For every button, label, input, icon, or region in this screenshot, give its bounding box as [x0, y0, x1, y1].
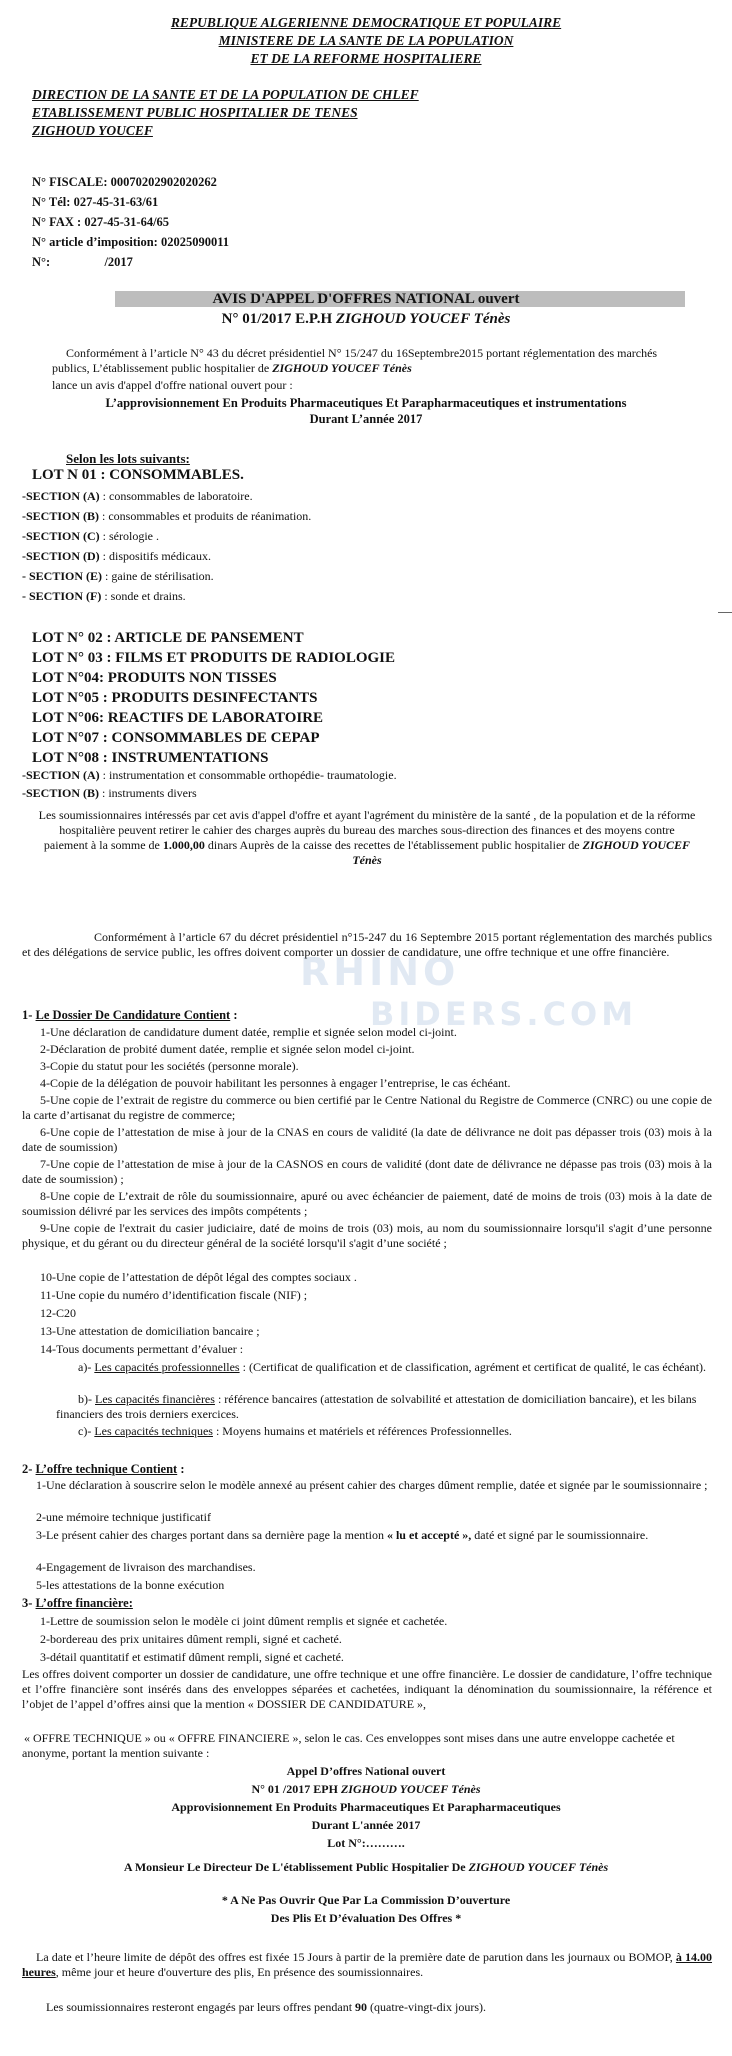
header-line-2: MINISTERE DE LA SANTE DE LA POPULATION: [218, 33, 514, 48]
lot-7-title: LOT N°07 : CONSOMMABLES DE CEPAP: [32, 730, 320, 746]
withdrawal-paragraph: Les soumissionnaires intéressés par cet avis d'appel d'offre et ayant l'agrément du ministère de la santé , de la population et de la réforme hospitalière peuvent retirer le cahier des charges auprès du bureau des marches sous-direction des finances et des moyens contre paiement à la somme de 1.000,00 dinars Auprès de la caisse des recettes de l'établissement public hospitalier de ZIGHOUD YOUCEF Ténès: [38, 808, 696, 867]
lot-1-title: LOT N 01 : CONSOMMABLES.: [32, 467, 244, 483]
envelope-line-8: Des Plis Et D’évaluation Des Offres *: [270, 1911, 462, 1925]
capacity-financial: b)- Les capacités financières : référence bancaires (attestation de solvabilité et attestation de domiciliation bancaire), et les bilans financiers des trois derniers exercices.: [56, 1392, 697, 1421]
lot-6-title: LOT N°06: REACTIFS DE LABORATOIRE: [32, 710, 324, 726]
dossier-item-10: 10-Une copie de l’attestation de dépôt légal des comptes sociaux .: [40, 1270, 357, 1284]
capacity-professional: a)- Les capacités professionnelles : (Certificat de qualification et de classification, agrément et certificat de qualité, le cas échéant).: [78, 1360, 707, 1374]
envelope-line-3: Approvisionnement En Produits Pharmaceutiques Et Parapharmaceutiques: [171, 1800, 561, 1814]
dossier-item-4: 4-Copie de la délégation de pouvoir habilitant les personnes à engager l’entreprise, le cas échéant.: [40, 1076, 511, 1090]
notice-title: AVIS D'APPEL D'OFFRES NATIONAL ouvert: [212, 291, 520, 307]
lot-1-section-d: -SECTION (D) : dispositifs médicaux.: [22, 549, 211, 563]
reference-label: N°:: [32, 255, 51, 269]
lot-5-title: LOT N°05 : PRODUITS DESINFECTANTS: [32, 690, 318, 706]
envelope-line-1: Appel D’offres National ouvert: [286, 1764, 446, 1778]
envelope-paragraph-1: Les offres doivent comporter un dossier de candidature, une offre technique et une offre financière. Le dossier de candidature, l’offre technique et l’offre financière sont insérés dans des enveloppes séparées et cachetées, indiquant la dénomination du soumissionnaire, la référence et l’objet de l’appel d’offres ainsi que la mention « DOSSIER DE CANDIDATURE »,: [22, 1667, 712, 1711]
deadline-paragraph: La date et l’heure limite de dépôt des offres est fixée 15 Jours à partir de la première date de parution dans les journaux ou BOMOP, à 14.00 heures, même jour et heure d'ouverture des plis, En présence des soumissionnaires.: [22, 1950, 713, 1979]
technique-item-5: 5-les attestations de la bonne exécution: [36, 1578, 225, 1592]
lots-intro: Selon les lots suivants:: [66, 451, 190, 466]
lot-1-section-c: -SECTION (C) : sérologie .: [22, 529, 159, 543]
dossier-item-2: 2-Déclaration de probité dument datée, remplie et signée selon model ci-joint.: [40, 1042, 415, 1056]
watermark-line-1: RHINO: [300, 950, 460, 994]
dossier-item-12: 12-C20: [40, 1306, 76, 1320]
dossier-item-1: 1-Une déclaration de candidature dument datée, remplie et signée selon model ci-joint.: [40, 1025, 457, 1039]
dossier-item-3: 3-Copie du statut pour les sociétés (personne morale).: [40, 1059, 299, 1073]
financial-item-1: 1-Lettre de soumission selon le modèle ci joint dûment remplis et signée et cachetée.: [40, 1614, 448, 1628]
envelope-line-2: N° 01 /2017 EPH ZIGHOUD YOUCEF Ténès: [251, 1782, 481, 1796]
lot-1-section-f: - SECTION (F) : sonde et drains.: [22, 589, 186, 603]
technique-item-2: 2-une mémoire technique justificatif: [36, 1510, 211, 1524]
direction-line-1: DIRECTION DE LA SANTE ET DE LA POPULATION DE CHLEF: [32, 87, 419, 102]
lot-8-section-a: -SECTION (A) : instrumentation et consommable orthopédie- traumatologie.: [22, 768, 397, 782]
dossier-title: 1- Le Dossier De Candidature Contient :: [22, 1008, 238, 1022]
intro-paragraph: Conformément à l’article N° 43 du décret présidentiel N° 15/247 du 16Septembre2015 portant réglementation des marchés publics, L’établissement public hospitalier de ZIGHOUD YOUCEF Ténès: [52, 346, 658, 375]
lot-8-title: LOT N°08 : INSTRUMENTATIONS: [32, 750, 269, 766]
phone-number: N° Tél: 027-45-31-63/61: [32, 195, 159, 209]
envelope-line-6: A Monsieur Le Directeur De L'établissement Public Hospitalier De ZIGHOUD YOUCEF Ténès: [123, 1860, 609, 1874]
direction-line-2: ETABLISSEMENT PUBLIC HOSPITALIER DE TENES: [32, 105, 358, 120]
technique-item-1: 1-Une déclaration à souscrire selon le modèle annexé au présent cahier des charges dûment remplie, datée et signée par le soumissionnaire ;: [36, 1478, 708, 1492]
technique-item-4: 4-Engagement de livraison des marchandises.: [36, 1560, 256, 1574]
notice-number: N° 01/2017 E.P.H ZIGHOUD YOUCEF Ténès: [221, 311, 511, 327]
envelope-line-7: * A Ne Pas Ouvrir Que Par La Commission D’ouverture: [221, 1893, 511, 1907]
dossier-item-9: 9-Une copie de l'extrait du casier judiciaire, daté de moins de trois (03) mois, au nom du soumissionnaire lorsqu'il s'agit d’une personne physique, et du gérant ou du directeur général de la société lorsqu'il s'agit d’une société ;: [22, 1221, 712, 1250]
validity-paragraph: Les soumissionnaires resteront engagés par leurs offres pendant 90 (quatre-vingt-dix jours).: [46, 2000, 486, 2014]
lot-4-title: LOT N°04: PRODUITS NON TISSES: [32, 670, 277, 686]
dossier-item-6: 6-Une copie de l’attestation de mise à jour de la CNAS en cours de validité (la date de délivrance ne doit pas dépasser trois (03) mois à la date de soumission): [22, 1125, 712, 1154]
dossier-item-5: 5-Une copie de l’extrait de registre du commerce ou bien certifié par le Centre National du Registre de Commerce (CNRC) ou une copie de la carte d’artisanat du registre de commerce;: [22, 1093, 712, 1122]
envelope-line-4: Durant L'année 2017: [311, 1818, 421, 1832]
envelope-line-5: Lot N°:……….: [327, 1836, 405, 1850]
header-line-3: ET DE LA REFORME HOSPITALIERE: [250, 51, 482, 66]
financial-item-2: 2-bordereau des prix unitaires dûment rempli, signé et cacheté.: [40, 1632, 342, 1646]
technique-title: 2- L’offre technique Contient :: [22, 1462, 185, 1476]
financial-title: 3- L’offre financière:: [22, 1596, 133, 1610]
dossier-item-8: 8-Une copie de L’extrait de rôle du soumissionnaire, apuré ou avec échéancier de paiement, daté de moins de trois (03) mois à la date de soumission délivré par les services des impôts compétents ;: [22, 1189, 712, 1218]
dossier-item-7: 7-Une copie de l’attestation de mise à jour de la CASNOS en cours de validité (dont date de délivrance ne dépasse pas trois (03) mois à la date de soumission) ;: [22, 1157, 712, 1186]
tax-article: N° article d’imposition: 02025090011: [32, 235, 230, 249]
direction-line-3: ZIGHOUD YOUCEF: [32, 123, 153, 138]
lot-1-section-e: - SECTION (E) : gaine de stérilisation.: [22, 569, 214, 583]
intro-launch: lance un avis d'appel d'offre national ouvert pour :: [52, 378, 293, 392]
intro-year: Durant L’année 2017: [309, 412, 423, 426]
dossier-item-11: 11-Une copie du numéro d’identification fiscale (NIF) ;: [40, 1288, 308, 1302]
lot-1-section-b: -SECTION (B) : consommables et produits de réanimation.: [22, 509, 312, 523]
fax-number: N° FAX : 027-45-31-64/65: [32, 215, 170, 229]
dossier-item-14: 14-Tous documents permettant d’évaluer :: [40, 1342, 244, 1356]
envelope-paragraph-2: « OFFRE TECHNIQUE » ou « OFFRE FINANCIERE », selon le cas. Ces enveloppes sont mises dans une autre enveloppe cachetée et anonyme, portant la mention suivante :: [22, 1731, 675, 1760]
technique-item-3: 3-Le présent cahier des charges portant dans sa dernière page la mention « lu et accepté », daté et signé par le soumissionnaire.: [36, 1528, 649, 1542]
lot-2-title: LOT N° 02 : ARTICLE DE PANSEMENT: [32, 630, 304, 646]
watermark-line-2: BIDERS.COM: [370, 995, 638, 1033]
dossier-item-13: 13-Une attestation de domiciliation bancaire ;: [40, 1324, 260, 1338]
reference-number: [32, 253, 133, 271]
lot-1-section-a: -SECTION (A) : consommables de laboratoire.: [22, 489, 253, 503]
margin-mark: [718, 612, 732, 613]
financial-item-3: 3-détail quantitatif et estimatif dûment rempli, signé et cacheté.: [40, 1650, 344, 1664]
lot-3-title: LOT N° 03 : FILMS ET PRODUITS DE RADIOLOGIE: [32, 650, 396, 666]
lot-8-section-b: -SECTION (B) : instruments divers: [22, 786, 197, 800]
header-line-1: REPUBLIQUE ALGERIENNE DEMOCRATIQUE ET POPULAIRE: [170, 15, 562, 30]
intro-subject: L’approvisionnement En Produits Pharmaceutiques Et Parapharmaceutiques et instrumentations: [105, 396, 627, 410]
capacity-technical: c)- Les capacités techniques : Moyens humains et matériels et références Professionnelles.: [78, 1424, 512, 1438]
reference-value: /2017: [104, 255, 133, 269]
fiscal-number: N° FISCALE: 00070202902020262: [32, 175, 217, 189]
article-67-paragraph: Conformément à l’article 67 du décret présidentiel n°15-247 du 16 Septembre 2015 portant réglementation des marchés publics et des délégations de service public, les offres doivent comporter un dossier de candidature, une offre technique et une offre financière.: [22, 930, 712, 959]
